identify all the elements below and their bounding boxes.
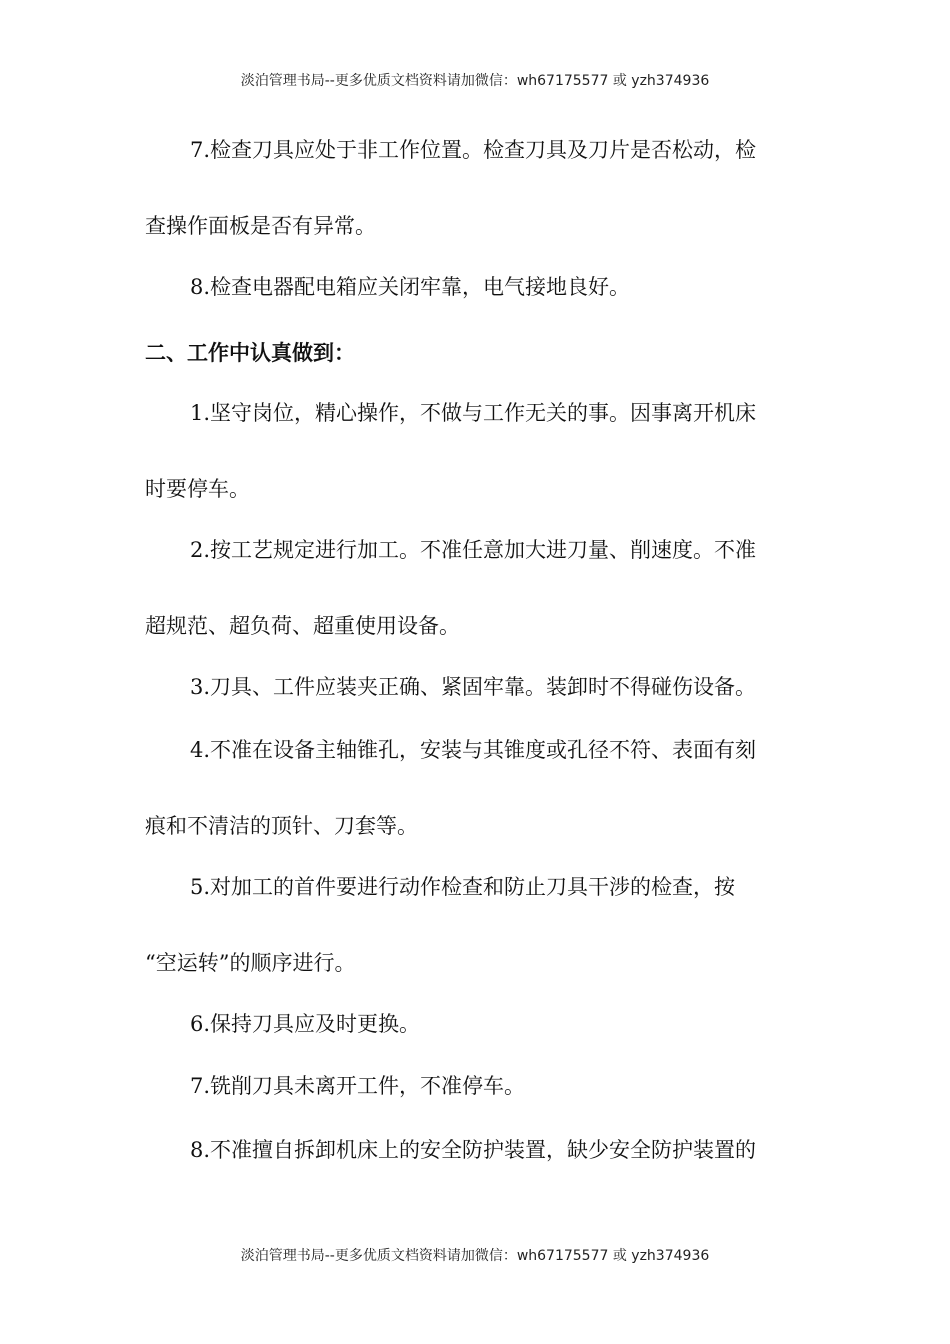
- page-footer: 淡泊管理书局--更多优质文档资料请加微信：wh67175577 或 yzh374936: [240, 1248, 710, 1264]
- text-line: 6.保持刀具应及时更换。: [190, 1012, 421, 1036]
- text-line: 2.按工艺规定进行加工。不准任意加大进刀量、削速度。不准: [190, 538, 757, 562]
- text-line: 3.刀具、工件应装夹正确、紧固牢靠。装卸时不得碰伤设备。: [190, 675, 757, 699]
- text-line: 8.检查电器配电箱应关闭牢靠，电气接地良好。: [190, 275, 631, 299]
- text-line: “空运转”的顺序进行。: [145, 951, 356, 975]
- text-line: 8.不准擅自拆卸机床上的安全防护装置，缺少安全防护装置的: [190, 1138, 757, 1162]
- text-line: 7.铣削刀具未离开工件，不准停车。: [190, 1074, 526, 1098]
- page-header: 淡泊管理书局--更多优质文档资料请加微信：wh67175577 或 yzh374936: [240, 73, 710, 89]
- text-line: 5.对加工的首件要进行动作检查和防止刀具干涉的检查，按: [190, 875, 736, 899]
- text-line: 超规范、超负荷、超重使用设备。: [145, 614, 460, 638]
- text-line: 查操作面板是否有异常。: [145, 214, 376, 238]
- text-line: 4.不准在设备主轴锥孔，安装与其锥度或孔径不符、表面有刻: [190, 738, 757, 762]
- text-line: 7.检查刀具应处于非工作位置。检查刀具及刀片是否松动，检: [190, 138, 757, 162]
- text-line: 1.坚守岗位，精心操作，不做与工作无关的事。因事离开机床: [190, 401, 757, 425]
- text-line: 痕和不清洁的顶针、刀套等。: [145, 814, 418, 838]
- section-heading: 二、工作中认真做到：: [145, 340, 355, 365]
- text-line: 时要停车。: [145, 477, 250, 501]
